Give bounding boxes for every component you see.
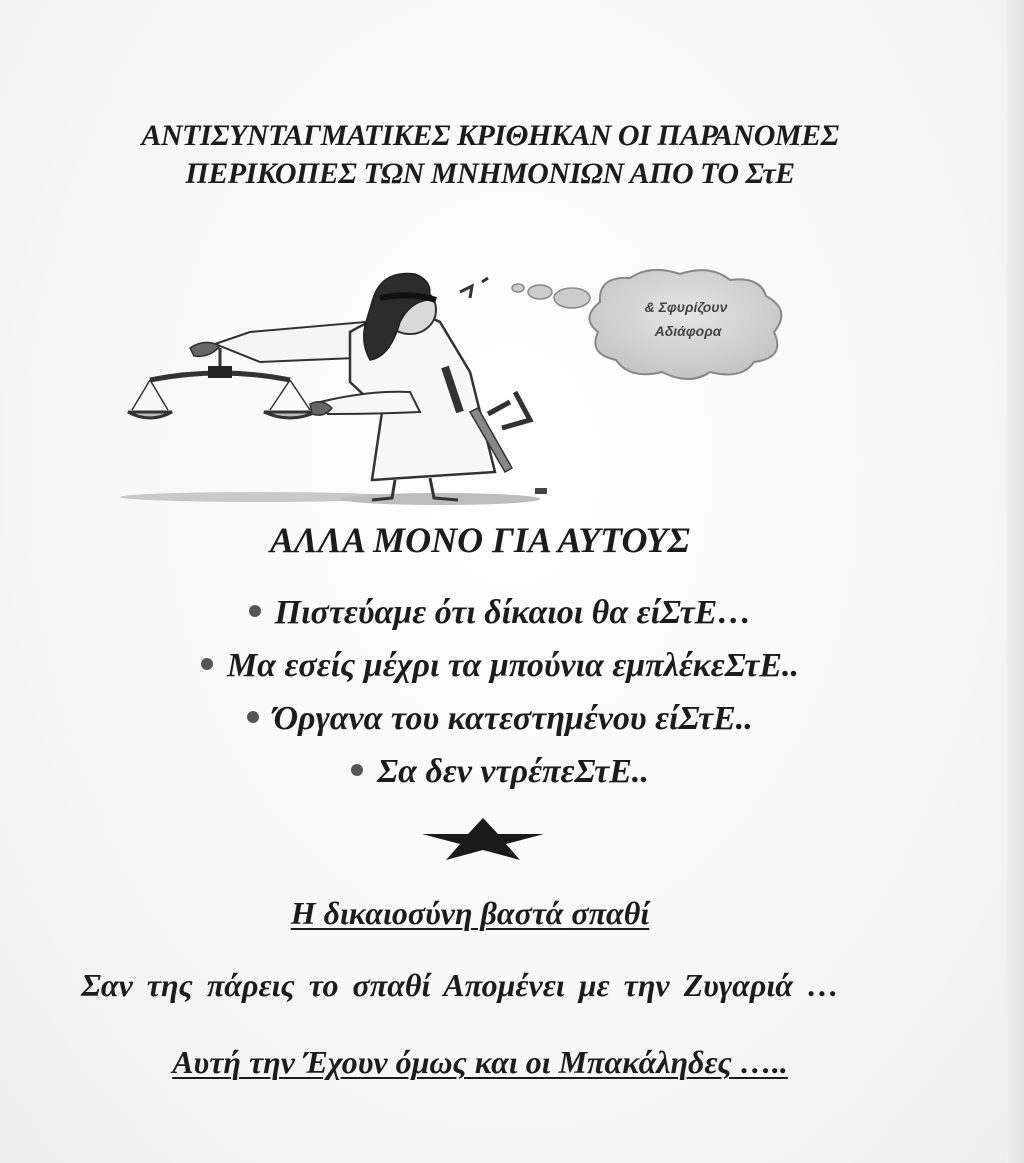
justice-illustration [110,262,830,512]
ground-shadow [120,488,547,505]
bullet-dot-icon [247,711,259,723]
thought-bubble-line-1: & Σφυρίζουν [644,299,728,315]
bullet-item [0,641,1000,694]
thought-bubble-icon [512,270,781,379]
bullet-text: Πιστεύαμε ότι δίκαιοι θα είΣτΕ… [274,594,752,631]
bullet-item [0,747,1000,800]
bullet-text: Όργανα του κατεστημένου είΣτΕ.. [273,700,753,737]
bullet-dot-icon [249,605,261,617]
justice-figure-icon [190,274,530,500]
bullet-text: Σα δεν ντρέπεΣτΕ.. [377,753,649,790]
bullet-dot-icon [351,764,363,776]
headline-line-2: ΠΕΡΙΚΟΠΕΣ ΤΩΝ ΜΝΗΜΟΝΙΩΝ ΑΠΟ ΤΟ ΣτΕ [185,157,795,190]
bullet-text: Μα εσείς μέχρι τα μπούνια εμπλέκεΣτΕ.. [226,647,800,684]
closing-line-3: Αυτή την Έχουν όμως και οι Μπακάληδες ….. [172,1044,788,1080]
star-icon [422,818,544,860]
thought-bubble-line-2: Αδιάφορα [654,323,722,339]
page-edge [1006,0,1024,1163]
closing-line-2: Σαν της πάρεις το σπαθί Απομένει με την Ζυγαριά … [81,967,839,1003]
bullet-item [0,694,1000,747]
bullet-item [0,588,1000,641]
subheading: ΑΛΛΑ ΜΟΝΟ ΓΙΑ ΑΥΤΟΥΣ [270,520,690,560]
headline-line-1: ΑΝΤΙΣΥΝΤΑΓΜΑΤΙΚΕΣ ΚΡΙΘΗΚΑΝ ΟΙ ΠΑΡΑΝΟΜΕΣ [141,119,839,152]
bullet-dot-icon [201,658,213,670]
closing-line-1: Η δικαιοσύνη βαστά σπαθί [290,895,650,931]
bullet-list [0,588,1000,800]
